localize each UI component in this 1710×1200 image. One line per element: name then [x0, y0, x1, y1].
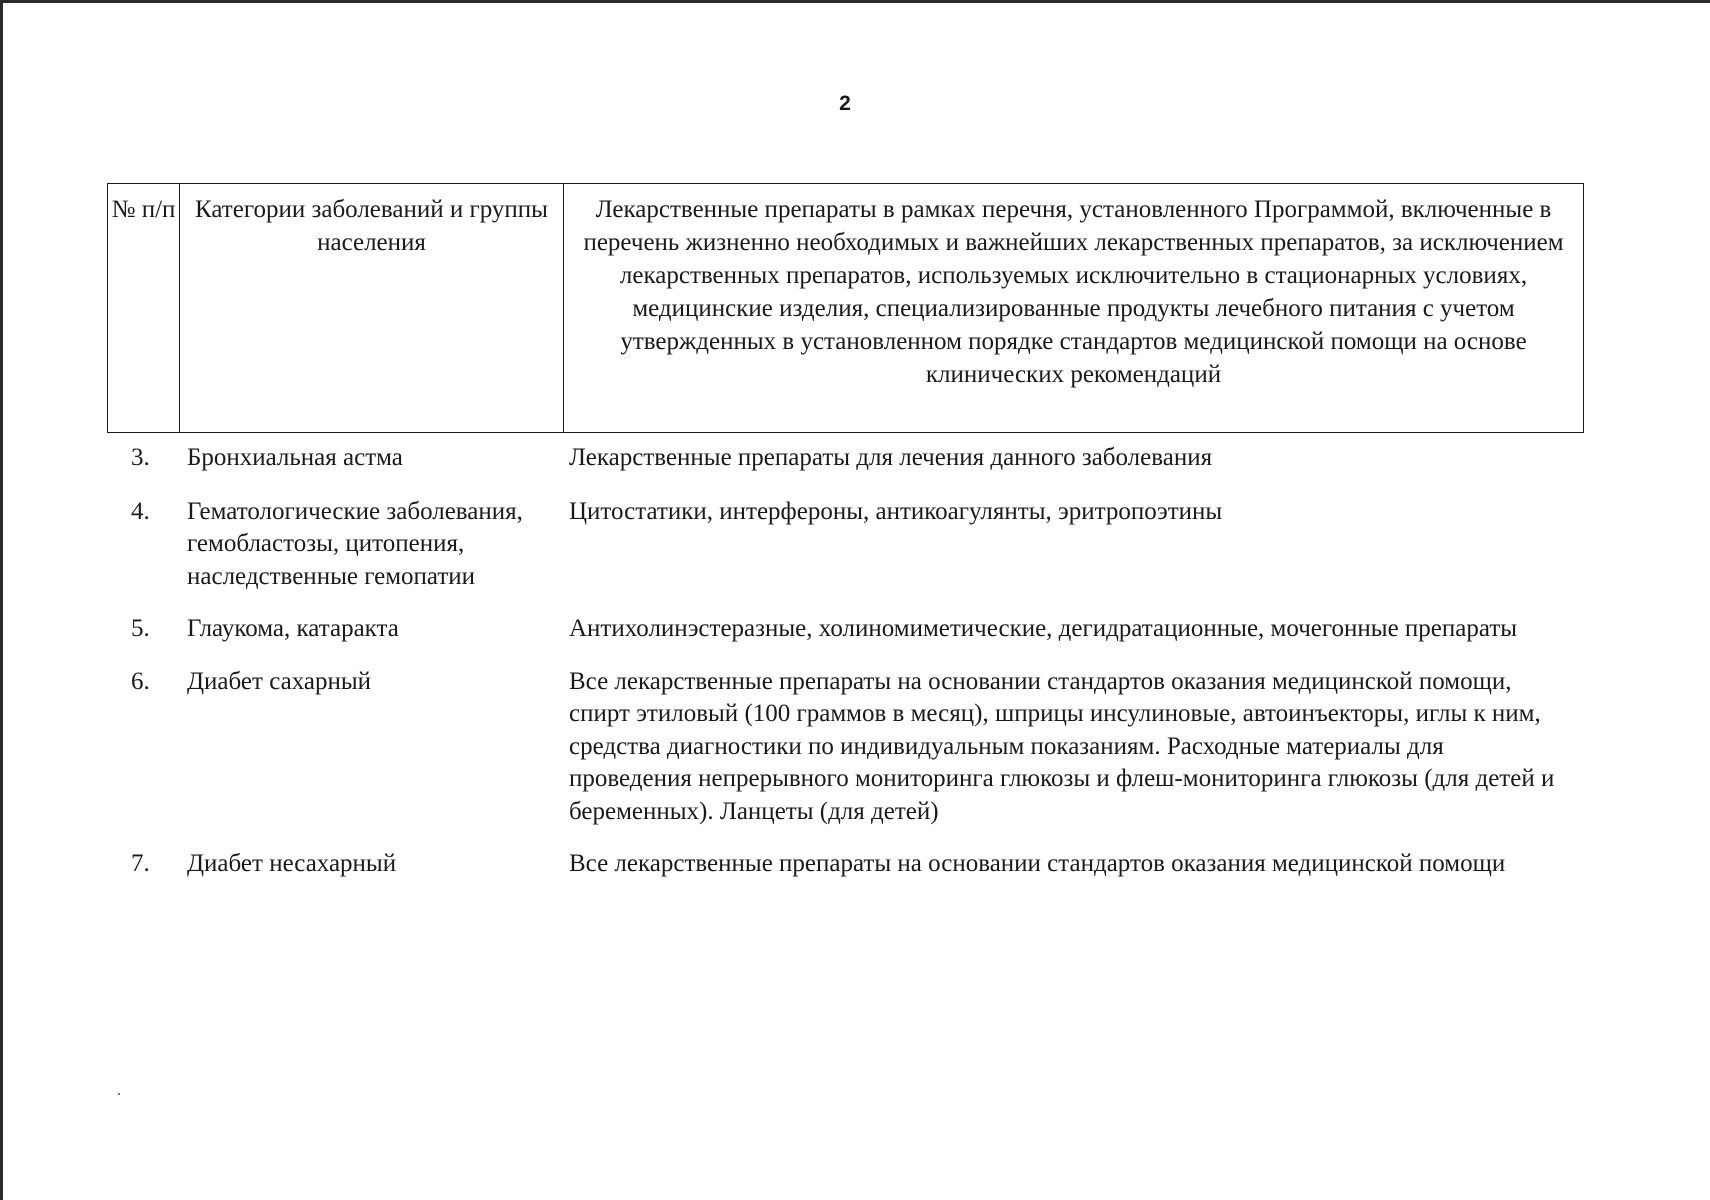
row-number: 3. — [131, 444, 150, 471]
row-drugs: Лекарственные препараты для лечения данного заболевания — [569, 444, 1213, 471]
table-row — [107, 666, 1587, 829]
row-drugs: Все лекарственные препараты на основании стандартов оказания медицинской помощи, спирт этиловый (100 граммов в месяц), шприцы инсулиновые, автоинъекторы, иглы к ним, средства диагностики по индивидуальным показаниям. Расходные материалы для проведения непрерывного мониторинга глюкозы и флеш-мониторинга глюкозы (для детей и беременных). Ланцеты (для детей) — [569, 667, 1555, 825]
table-body — [107, 442, 1587, 881]
row-drugs: Все лекарственные препараты на основании стандартов оказания медицинской помощи — [569, 850, 1506, 877]
row-spacer — [107, 828, 1587, 848]
page-number: 2 — [839, 92, 851, 115]
scan-edge-top — [0, 0, 1710, 3]
header-category-cell: Категории заболеваний и группы населения — [180, 184, 564, 432]
row-category: Диабет несахарный — [187, 850, 397, 877]
table-row — [107, 442, 1587, 475]
table-row — [107, 848, 1587, 881]
table-row — [107, 496, 1587, 594]
row-drugs: Цитостатики, интерфероны, антикоагулянты, эритропоэтины — [569, 497, 1223, 525]
row-number: 6. — [131, 667, 150, 695]
scan-speck — [118, 1093, 120, 1095]
header-num-cell: № п/п — [108, 184, 180, 432]
header-drugs-cell: Лекарственные препараты в рамках перечня, установленного Программой, включенные в перечень жизненно необходимых и важнейших лекарственных препаратов, за исключением лекарственных препаратов, используемых исключительно в стационарных условиях, медицинские изделия, специализированные продукты лечебного питания с учетом утвержденных в установленном порядке стандартов медицинской помощи на основе клинических рекомендаций — [583, 196, 1564, 388]
table-row — [107, 613, 1587, 646]
row-number: 4. — [131, 497, 150, 525]
row-number: 5. — [131, 615, 150, 642]
row-spacer — [107, 593, 1587, 613]
row-spacer — [107, 475, 1587, 496]
row-category: Глаукома, катаракта — [187, 615, 399, 642]
row-category: Бронхиальная астма — [187, 444, 403, 471]
table-header — [107, 183, 1584, 433]
scan-edge-left — [0, 0, 3, 1200]
row-category: Диабет сахарный — [187, 667, 372, 695]
row-drugs: Антихолинэстеразные, холиномиметические, дегидратационные, мочегонные препараты — [569, 615, 1518, 642]
row-category: Гематологические заболевания, гемобластозы, цитопения, наследственные гемопатии — [187, 497, 523, 590]
row-number: 7. — [131, 850, 150, 877]
row-spacer — [107, 646, 1587, 666]
